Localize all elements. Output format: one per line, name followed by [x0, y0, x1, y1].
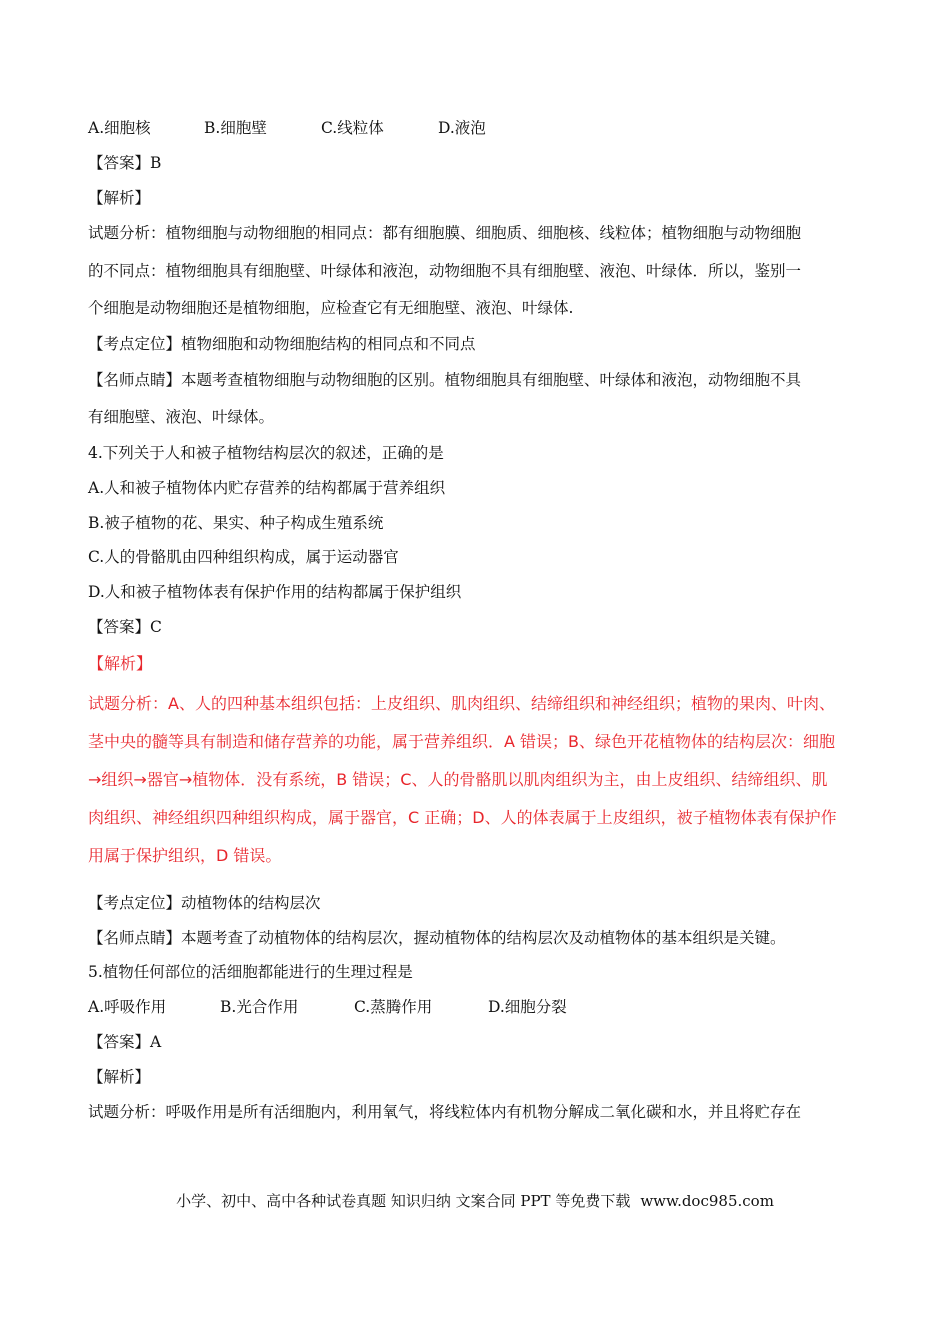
q5-answer: 【答案】A	[88, 1033, 162, 1051]
page-footer	[0, 1190, 950, 1211]
q4-analysis-line: 用属于保护组织，D 错误。	[88, 846, 282, 865]
q5-analysis-tag: 【解析】	[88, 1068, 151, 1086]
q4-option-b: B.被子植物的花、果实、种子构成生殖系统	[88, 514, 384, 532]
q5-options	[88, 997, 567, 1017]
q4-analysis-line: 茎中央的髓等具有制造和储存营养的功能，属于营养组织．A 错误；B、绿色开花植物体的结构层次：细胞	[88, 732, 836, 751]
q5-option-a: A.呼吸作用	[88, 998, 167, 1016]
q3-option-d: D.液泡	[438, 119, 486, 137]
q5-option-c: C.蒸腾作用	[354, 998, 433, 1016]
q5-question: 5.植物任何部位的活细胞都能进行的生理过程是	[88, 963, 413, 981]
q4-option-c: C.人的骨骼肌由四种组织构成，属于运动器官	[88, 548, 399, 566]
q3-options	[88, 118, 486, 138]
q4-analysis-tag: 【解析】	[88, 654, 153, 673]
q5-analysis-line: 试题分析：呼吸作用是所有活细胞内，利用氧气，将线粒体内有机物分解成二氧化碳和水，并且将贮存在	[88, 1103, 802, 1121]
q4-kaodian: 【考点定位】动植物体的结构层次	[88, 894, 321, 912]
q5-option-d: D.细胞分裂	[488, 998, 567, 1016]
q4-mingshi: 【名师点睛】本题考查了动植物体的结构层次，握动植物体的结构层次及动植物体的基本组织是关键。	[88, 929, 786, 947]
q3-mingshi-line: 【名师点睛】本题考查植物细胞与动物细胞的区别。植物细胞具有细胞壁、叶绿体和液泡，动物细胞不具	[88, 371, 802, 389]
q4-option-d: D.人和被子植物体表有保护作用的结构都属于保护组织	[88, 583, 462, 601]
q3-option-c: C.线粒体	[321, 119, 384, 137]
q3-analysis-line: 个细胞是动物细胞还是植物细胞，应检查它有无细胞壁、液泡、叶绿体.	[88, 299, 574, 317]
q3-kaodian: 【考点定位】植物细胞和动物细胞结构的相同点和不同点	[88, 335, 476, 353]
q4-question: 4.下列关于人和被子植物结构层次的叙述，正确的是	[88, 444, 444, 462]
footer-url[interactable]: www.doc985.com	[640, 1192, 774, 1210]
q5-option-b: B.光合作用	[220, 998, 299, 1016]
q4-answer: 【答案】C	[88, 618, 162, 636]
q3-option-b: B.细胞壁	[204, 119, 267, 137]
q3-analysis-line: 的不同点：植物细胞具有细胞壁、叶绿体和液泡，动物细胞不具有细胞壁、液泡、叶绿体．所以，鉴别一	[88, 262, 802, 280]
q4-analysis-line: →组织→器官→植物体．没有系统，B 错误；C、人的骨骼肌以肌肉组织为主，由上皮组织、结缔组织、肌	[88, 770, 828, 789]
q3-option-a: A.细胞核	[88, 119, 151, 137]
q4-analysis-line: 试题分析：A、人的四种基本组织包括：上皮组织、肌肉组织、结缔组织和神经组织；植物的果肉、叶肉、	[88, 694, 835, 713]
q4-analysis-line: 肉组织、神经组织四种组织构成，属于器官，C 正确；D、人的体表属于上皮组织，被子植物体表有保护作	[88, 808, 837, 827]
q4-option-a: A.人和被子植物体内贮存营养的结构都属于营养组织	[88, 479, 446, 497]
footer-text: 小学、初中、高中各种试卷真题 知识归纳 文案合同 PPT 等免费下载	[176, 1192, 631, 1210]
q3-analysis-line: 试题分析：植物细胞与动物细胞的相同点：都有细胞膜、细胞质、细胞核、线粒体；植物细胞与动物细胞	[88, 224, 802, 242]
q3-mingshi-line: 有细胞壁、液泡、叶绿体。	[88, 408, 275, 426]
q3-analysis-tag: 【解析】	[88, 189, 151, 207]
q3-answer: 【答案】B	[88, 154, 162, 172]
